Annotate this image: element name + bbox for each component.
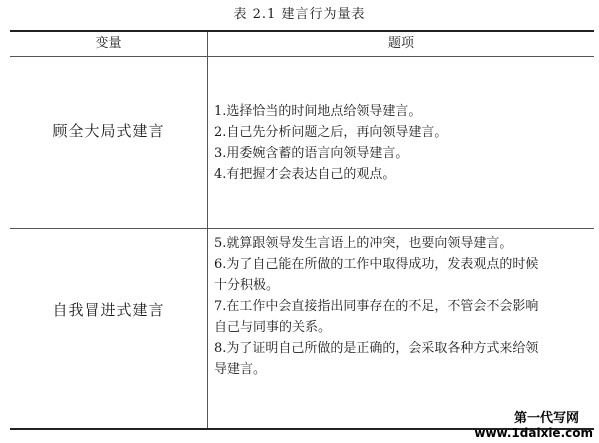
table-header-rule	[10, 56, 594, 57]
item-line: 导建言。	[214, 362, 267, 377]
item-line: 2.自己先分析问题之后，再向领导建言。	[214, 125, 448, 140]
header-variable: 变量	[95, 36, 122, 51]
item-line: 自己与同事的关系。	[214, 320, 332, 335]
header-items: 题项	[387, 36, 414, 51]
variable-cell-2: 自我冒进式建言	[52, 301, 165, 319]
item-line: 7.在工作中会直接指出同事存在的不足，不管会不会影响	[214, 299, 539, 314]
item-line: 1.选择恰当的时间地点给领导建言。	[214, 104, 422, 119]
item-line: 4.有把握才会表达自己的观点。	[214, 167, 396, 182]
table-row-divider	[10, 228, 594, 229]
watermark-logo	[474, 411, 593, 441]
watermark-title: 第一代写网	[513, 411, 579, 426]
item-line: 十分积极。	[214, 278, 280, 293]
items-cell-1	[214, 101, 590, 185]
variable-cell-1: 顾全大局式建言	[52, 122, 165, 140]
item-line: 8.为了证明自己所做的是正确的，会采取各种方式来给领	[214, 341, 539, 356]
table-caption: 表 2.1 建言行为量表	[233, 7, 366, 22]
items-cell-2	[214, 233, 590, 380]
item-line: 3.用委婉含蓄的语言向领导建言。	[214, 146, 409, 161]
item-line: 5.就算跟领导发生言语上的冲突，也要向领导建言。	[214, 236, 513, 251]
watermark-url: www.1daixie.com	[474, 426, 593, 440]
item-line: 6.为了自己能在所做的工作中取得成功，发表观点的时候	[214, 257, 539, 272]
table-column-divider	[207, 32, 208, 428]
